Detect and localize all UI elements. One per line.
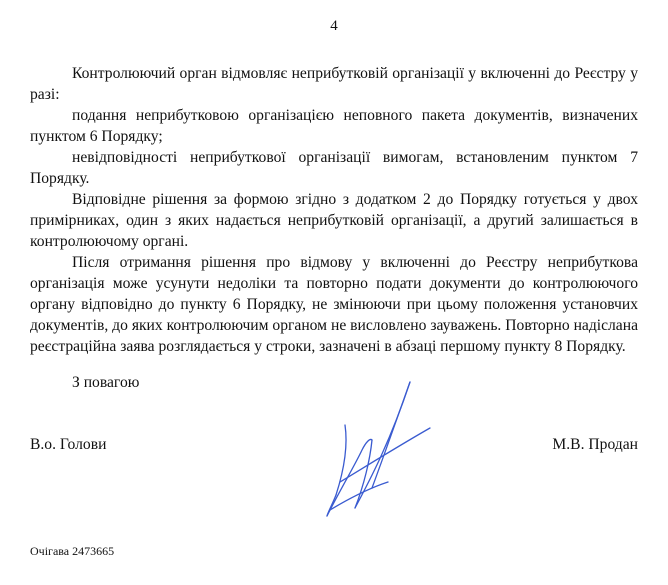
letter-body: [30, 63, 638, 357]
paragraph-decision-form: Відповідне рішення за формою згідно з додатком 2 до Порядку готується у двох примірниках, один з яких надається неприбутковій організації, а другий залишається в контролюючому органі.: [30, 191, 638, 250]
paragraph-resubmission: Після отримання рішення про відмову у включенні до Реєстру неприбуткова організація може усунути недоліки та повторно подати документи до контролюючого органу відповідно до пункту 6 Порядку, не змінюючи при цьому положення установчих документів, до яких контролюючим органом не висловлено зауважень. Повторно надіслана реєстраційна заява розглядається у строки, зазначені в абзаці першому пункту 8 Порядку.: [30, 254, 638, 355]
paragraph-refusal-intro: Контролюючий орган відмовляє неприбутковій організації у включенні до Реєстру у разі:: [30, 65, 638, 103]
closing-phrase: З повагою: [72, 374, 140, 391]
signatory-title: В.о. Голови: [30, 436, 107, 453]
paragraph-incomplete-package: подання неприбутковою організацією неповного пакета документів, визначених пунктом 6 Порядку;: [30, 107, 638, 145]
page-number: 4: [330, 18, 338, 34]
signatory-name: М.В. Продан: [552, 436, 638, 453]
handwritten-signature: [300, 370, 440, 530]
executor-info: Очігава 2473665: [30, 544, 115, 558]
paragraph-noncompliance: невідповідності неприбуткової організації вимогам, встановленим пунктом 7 Порядку.: [30, 149, 638, 187]
